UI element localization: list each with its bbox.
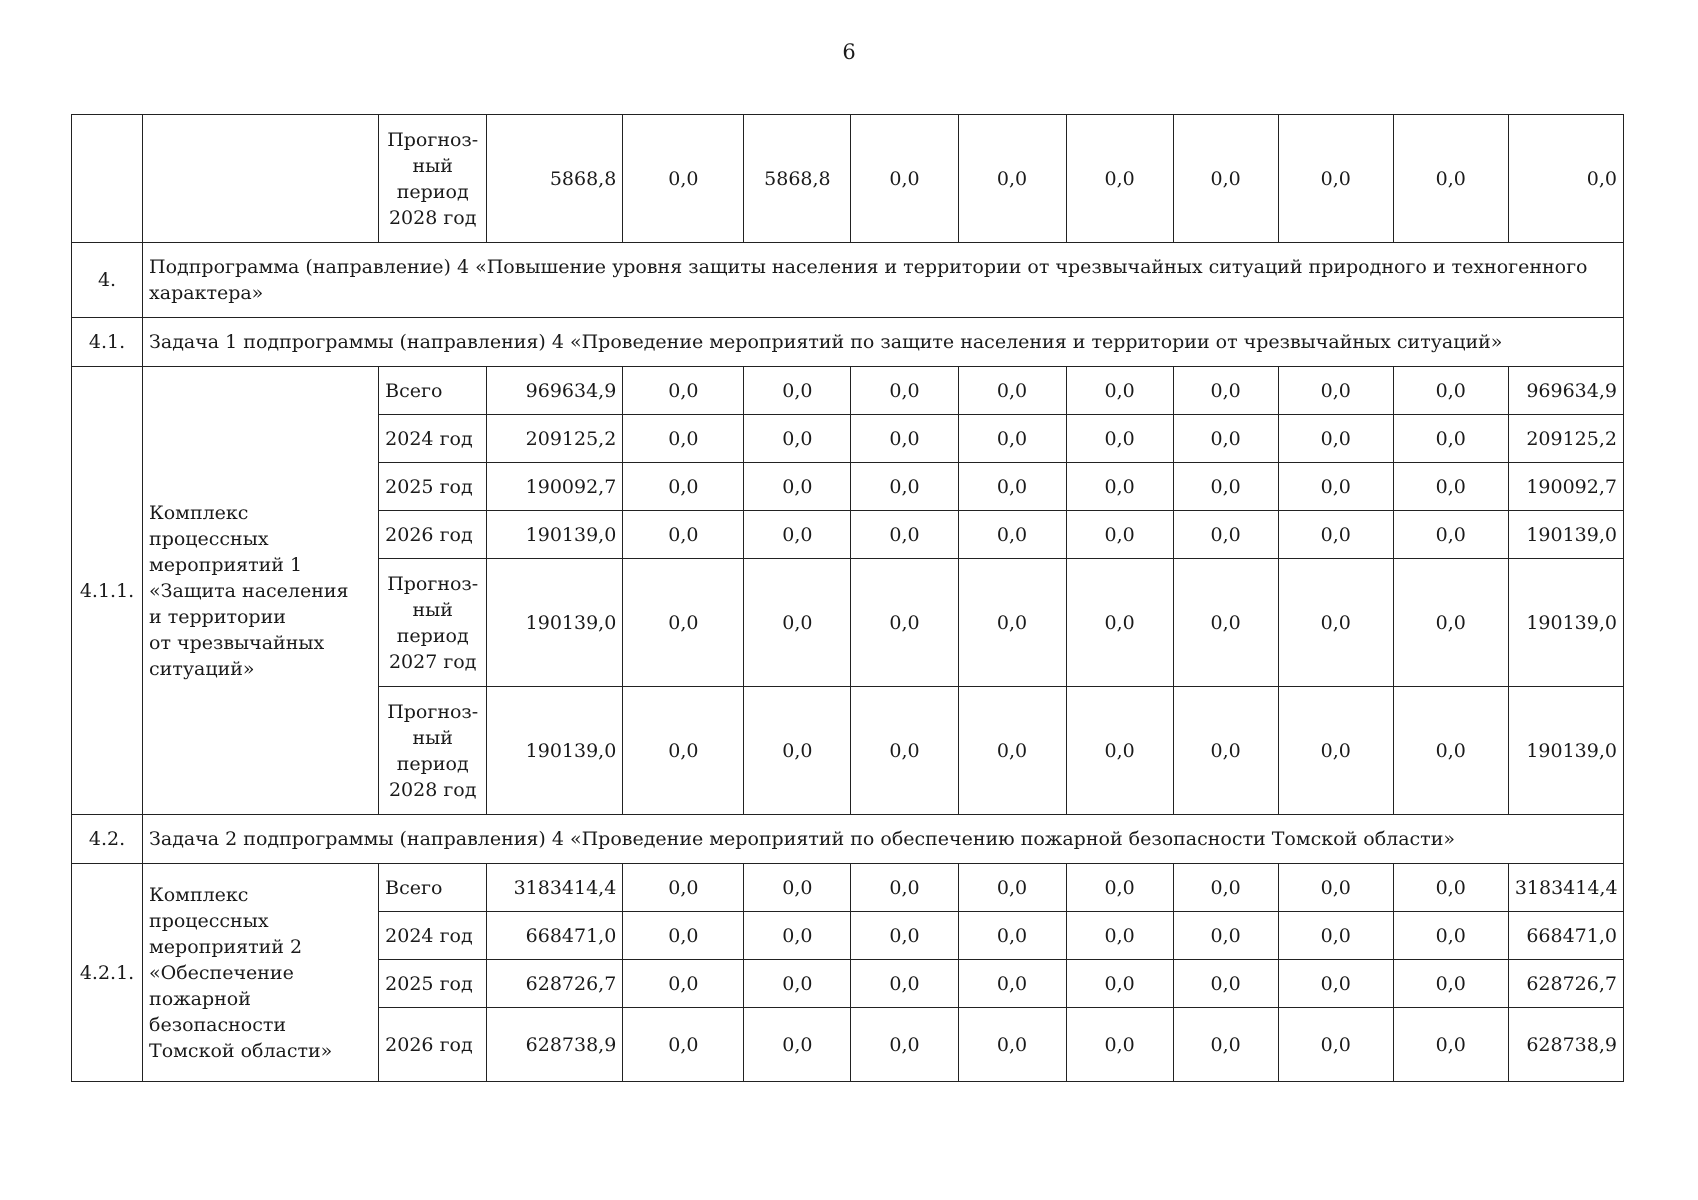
period-text: ный — [412, 154, 453, 177]
value-cell: 628738,9 — [487, 1008, 623, 1082]
value-cell: 0,0 — [744, 559, 851, 687]
value-cell: 209125,2 — [487, 415, 623, 463]
value-cell: 0,0 — [1066, 415, 1173, 463]
measure-name — [143, 367, 379, 815]
value-cell: 0,0 — [1173, 511, 1278, 559]
value-cell: 0,0 — [1173, 115, 1278, 243]
value-cell: 0,0 — [1278, 864, 1393, 912]
value-cell: 0,0 — [958, 115, 1066, 243]
value-cell: 0,0 — [851, 559, 958, 687]
value-cell: 969634,9 — [487, 367, 623, 415]
task-row — [72, 318, 1624, 367]
value-cell: 0,0 — [744, 687, 851, 815]
measure-name — [143, 115, 379, 243]
value-cell: 0,0 — [851, 864, 958, 912]
measure-name-line: пожарной — [149, 987, 251, 1010]
value-cell: 0,0 — [1066, 912, 1173, 960]
value-cell: 0,0 — [1173, 367, 1278, 415]
period-text: Прогноз- — [387, 128, 479, 151]
period-cell — [379, 559, 487, 687]
period-cell — [379, 1008, 487, 1082]
value-cell: 0,0 — [958, 912, 1066, 960]
value-cell: 190139,0 — [487, 559, 623, 687]
value-cell: 0,0 — [1173, 864, 1278, 912]
period-text: Прогноз- — [387, 572, 479, 595]
value-cell: 0,0 — [744, 415, 851, 463]
subprogram-row — [72, 243, 1624, 318]
period-cell — [379, 912, 487, 960]
period-text: 2028 год — [388, 206, 477, 229]
value-cell: 0,0 — [1393, 960, 1508, 1008]
value-cell: 0,0 — [1066, 864, 1173, 912]
period-text: 2025 год — [385, 475, 473, 498]
period-text: Всего — [385, 876, 443, 899]
value-cell: 0,0 — [958, 864, 1066, 912]
value-cell: 190139,0 — [487, 511, 623, 559]
measure-name-line: безопасности — [149, 1013, 287, 1036]
value-cell: 0,0 — [851, 511, 958, 559]
value-cell: 0,0 — [744, 912, 851, 960]
value-cell: 0,0 — [1066, 463, 1173, 511]
period-text: Всего — [385, 379, 443, 402]
value-cell: 628726,7 — [1508, 960, 1623, 1008]
value-cell: 0,0 — [851, 687, 958, 815]
period-text: 2026 год — [385, 523, 473, 546]
measure-name-line: ситуаций» — [149, 657, 255, 680]
value-cell: 0,0 — [623, 415, 744, 463]
value-cell: 0,0 — [1173, 559, 1278, 687]
value-cell: 0,0 — [1393, 687, 1508, 815]
value-cell: 0,0 — [1278, 463, 1393, 511]
value-cell: 0,0 — [1066, 559, 1173, 687]
value-cell: 0,0 — [1393, 463, 1508, 511]
value-cell: 0,0 — [1173, 687, 1278, 815]
value-cell: 0,0 — [1066, 960, 1173, 1008]
value-cell: 0,0 — [1173, 1008, 1278, 1082]
value-cell: 0,0 — [623, 367, 744, 415]
period-text: 2025 год — [385, 972, 473, 995]
period-cell — [379, 415, 487, 463]
value-cell: 628726,7 — [487, 960, 623, 1008]
period-text: период — [396, 180, 469, 203]
period-text: 2024 год — [385, 427, 473, 450]
table-row — [72, 864, 1624, 912]
value-cell: 190139,0 — [487, 687, 623, 815]
value-cell: 0,0 — [1393, 415, 1508, 463]
measure-name-line: «Обеспечение — [149, 961, 294, 984]
value-cell: 190092,7 — [1508, 463, 1623, 511]
value-cell: 0,0 — [744, 864, 851, 912]
value-cell: 0,0 — [623, 687, 744, 815]
value-cell: 0,0 — [958, 463, 1066, 511]
value-cell: 0,0 — [851, 912, 958, 960]
period-text: ный — [412, 598, 453, 621]
measure-name-line: «Защита населения — [149, 579, 349, 602]
value-cell: 0,0 — [958, 415, 1066, 463]
value-cell: 3183414,4 — [487, 864, 623, 912]
value-cell: 0,0 — [623, 115, 744, 243]
row-number-cell: 4.2. — [72, 815, 143, 864]
row-number-cell: 4. — [72, 243, 143, 318]
value-cell: 0,0 — [1173, 912, 1278, 960]
value-cell: 0,0 — [1278, 115, 1393, 243]
period-cell — [379, 463, 487, 511]
period-text: 2026 год — [385, 1033, 473, 1056]
value-cell: 0,0 — [851, 1008, 958, 1082]
value-cell: 0,0 — [1278, 559, 1393, 687]
row-number-cell — [72, 115, 143, 243]
value-cell: 0,0 — [958, 687, 1066, 815]
period-text: 2028 год — [388, 778, 477, 801]
measure-name — [143, 864, 379, 1082]
task-title: Задача 1 подпрограммы (направления) 4 «Проведение мероприятий по защите населения и территории от чрезвычайных ситуаций» — [143, 318, 1624, 367]
measure-name-line: Томской области» — [149, 1039, 333, 1062]
value-cell: 0,0 — [1393, 912, 1508, 960]
value-cell: 0,0 — [623, 511, 744, 559]
period-text: ный — [412, 726, 453, 749]
value-cell: 0,0 — [623, 960, 744, 1008]
page-number: 6 — [842, 40, 856, 64]
period-cell — [379, 687, 487, 815]
value-cell: 0,0 — [1278, 367, 1393, 415]
period-cell — [379, 367, 487, 415]
value-cell: 0,0 — [1278, 912, 1393, 960]
budget-table — [71, 114, 1624, 1082]
value-cell: 0,0 — [744, 511, 851, 559]
period-text: период — [396, 752, 469, 775]
measure-name-line: от чрезвычайных — [149, 631, 325, 654]
measure-name-line: Комплекс процессных — [149, 883, 269, 932]
measure-name-line: Комплекс процессных — [149, 501, 269, 550]
value-cell: 0,0 — [1066, 1008, 1173, 1082]
row-number-cell: 4.1. — [72, 318, 143, 367]
value-cell: 668471,0 — [1508, 912, 1623, 960]
value-cell: 0,0 — [851, 367, 958, 415]
value-cell: 0,0 — [623, 559, 744, 687]
period-text: 2024 год — [385, 924, 473, 947]
value-cell: 5868,8 — [487, 115, 623, 243]
value-cell: 0,0 — [1508, 115, 1623, 243]
period-cell — [379, 115, 487, 243]
value-cell: 190139,0 — [1508, 511, 1623, 559]
value-cell: 0,0 — [1393, 1008, 1508, 1082]
value-cell: 0,0 — [1173, 463, 1278, 511]
value-cell: 0,0 — [958, 367, 1066, 415]
task-title: Задача 2 подпрограммы (направления) 4 «Проведение мероприятий по обеспечению пожарной безопасности Томской области» — [143, 815, 1624, 864]
value-cell: 0,0 — [1278, 415, 1393, 463]
value-cell: 0,0 — [1393, 115, 1508, 243]
period-text: период — [396, 624, 469, 647]
table-row — [72, 115, 1624, 243]
value-cell: 190092,7 — [487, 463, 623, 511]
value-cell: 0,0 — [1066, 367, 1173, 415]
value-cell: 3183414,4 — [1508, 864, 1623, 912]
period-text: Прогноз- — [387, 700, 479, 723]
value-cell: 0,0 — [1278, 1008, 1393, 1082]
value-cell: 969634,9 — [1508, 367, 1623, 415]
value-cell: 0,0 — [851, 415, 958, 463]
subprogram-title: Подпрограмма (направление) 4 «Повышение уровня защиты населения и территории от чрезвычайных ситуаций природного и техногенного характера» — [143, 243, 1624, 318]
value-cell: 0,0 — [851, 115, 958, 243]
value-cell: 0,0 — [1393, 559, 1508, 687]
value-cell: 0,0 — [744, 367, 851, 415]
value-cell: 0,0 — [1393, 864, 1508, 912]
value-cell: 0,0 — [623, 463, 744, 511]
period-text: 2027 год — [388, 650, 477, 673]
period-cell — [379, 960, 487, 1008]
measure-name-line: мероприятий 1 — [149, 553, 303, 576]
value-cell: 0,0 — [623, 1008, 744, 1082]
value-cell: 5868,8 — [744, 115, 851, 243]
value-cell: 0,0 — [851, 463, 958, 511]
value-cell: 0,0 — [1066, 687, 1173, 815]
value-cell: 668471,0 — [487, 912, 623, 960]
measure-name-line: мероприятий 2 — [149, 935, 303, 958]
value-cell: 628738,9 — [1508, 1008, 1623, 1082]
value-cell: 190139,0 — [1508, 687, 1623, 815]
value-cell: 0,0 — [1278, 960, 1393, 1008]
value-cell: 0,0 — [851, 960, 958, 1008]
value-cell: 0,0 — [1278, 687, 1393, 815]
value-cell: 0,0 — [1173, 415, 1278, 463]
row-number-cell: 4.1.1. — [72, 367, 143, 815]
value-cell: 0,0 — [744, 1008, 851, 1082]
row-number-cell: 4.2.1. — [72, 864, 143, 1082]
value-cell: 0,0 — [958, 511, 1066, 559]
value-cell: 190139,0 — [1508, 559, 1623, 687]
period-cell — [379, 864, 487, 912]
value-cell: 0,0 — [744, 960, 851, 1008]
value-cell: 209125,2 — [1508, 415, 1623, 463]
table-row — [72, 367, 1624, 415]
value-cell: 0,0 — [623, 912, 744, 960]
period-cell — [379, 511, 487, 559]
value-cell: 0,0 — [1173, 960, 1278, 1008]
value-cell: 0,0 — [1278, 511, 1393, 559]
measure-name-line: и территории — [149, 605, 286, 628]
value-cell: 0,0 — [623, 864, 744, 912]
value-cell: 0,0 — [958, 1008, 1066, 1082]
value-cell: 0,0 — [958, 559, 1066, 687]
value-cell: 0,0 — [1066, 511, 1173, 559]
value-cell: 0,0 — [1066, 115, 1173, 243]
task-row — [72, 815, 1624, 864]
value-cell: 0,0 — [744, 463, 851, 511]
value-cell: 0,0 — [1393, 367, 1508, 415]
value-cell: 0,0 — [1393, 511, 1508, 559]
value-cell: 0,0 — [958, 960, 1066, 1008]
